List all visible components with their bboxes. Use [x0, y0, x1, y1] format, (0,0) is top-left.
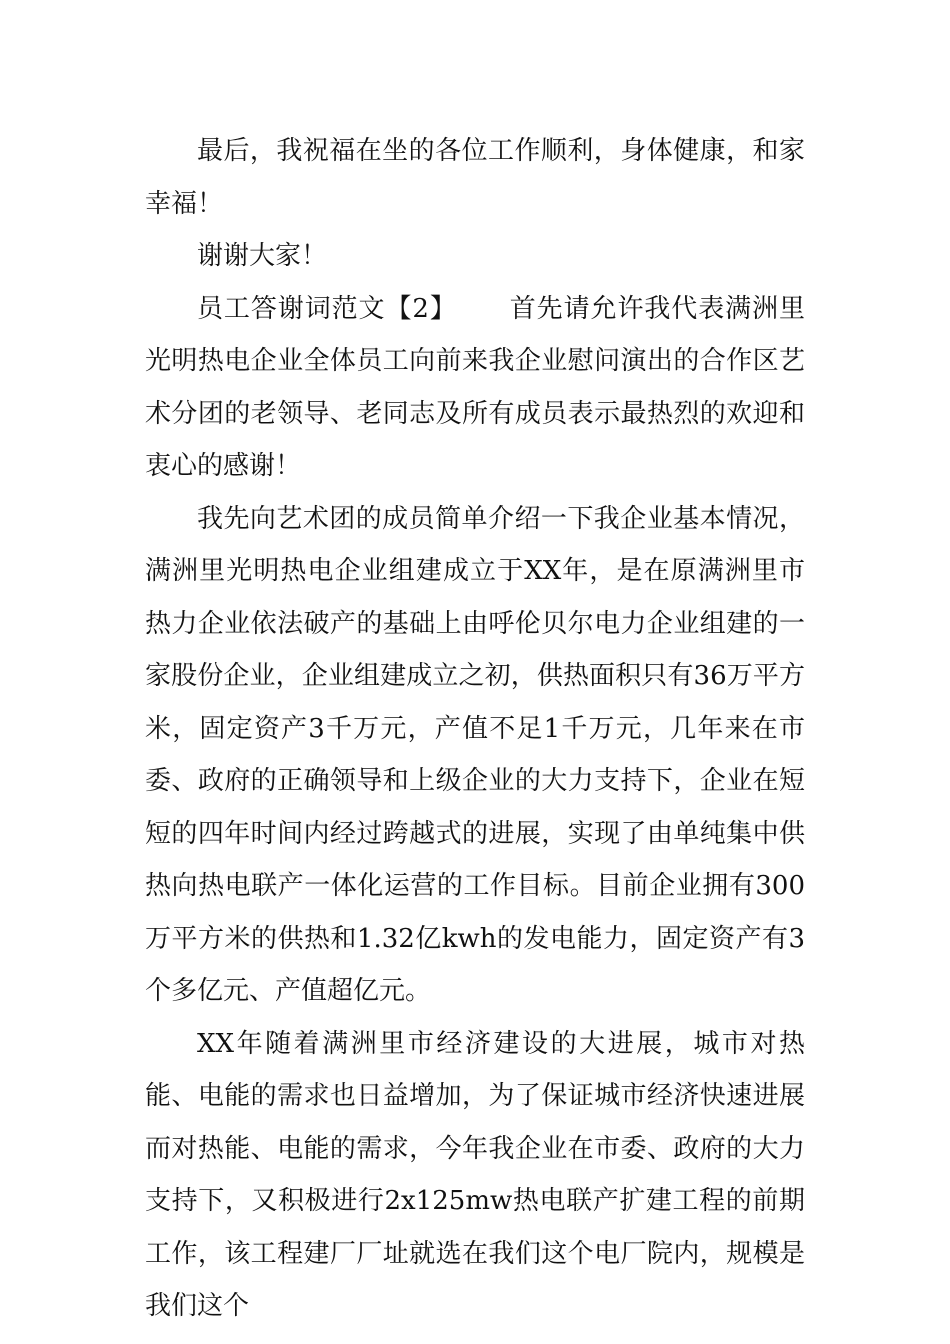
paragraph-closing-blessing: 最后，我祝福在坐的各位工作顺利，身体健康，和家幸福！ — [145, 136, 805, 219]
section-heading: 员工答谢词范文【2】 — [197, 293, 457, 324]
paragraph-section-2 — [145, 283, 805, 493]
document-body — [145, 125, 805, 1333]
section-2-text: 首先请允许我代表满洲里光明热电企业全体员工向前来我企业慰问演出的合作区艺术分团的老领导、老同志及所有成员表示最热烈的欢迎和衷心的感谢！ — [145, 293, 805, 481]
paragraph-thanks: 谢谢大家！ — [197, 241, 328, 271]
paragraph-company-intro: 我先向艺术团的成员简单介绍一下我企业基本情况，满洲里光明热电企业组建成立于XX年，是在原满洲里市热力企业依法破产的基础上由呼伦贝尔电力企业组建的一家股份企业，企业组建成立之初，供热面积只有36万平方米，固定资产3千万元，产值不足1千万元，几年来在市委、政府的正确领导和上级企业的大力支持下，企业在短短的四年时间内经过跨越式的进展，实现了由单纯集中供热向热电联产一体化运营的工作目标。目前企业拥有300万平方米的供热和1.32亿kwh的发电能力，固定资产有3个多亿元、产值超亿元。 — [145, 503, 805, 1006]
paragraph-expansion: XX年随着满洲里市经济建设的大进展，城市对热能、电能的需求也日益增加，为了保证城市经济快速进展而对热能、电能的需求，今年我企业在市委、政府的大力支持下，又积极进行2x125mw热电联产扩建工程的前期工作，该工程建厂厂址就选在我们这个电厂院内，规模是我们这个 — [145, 1028, 805, 1321]
